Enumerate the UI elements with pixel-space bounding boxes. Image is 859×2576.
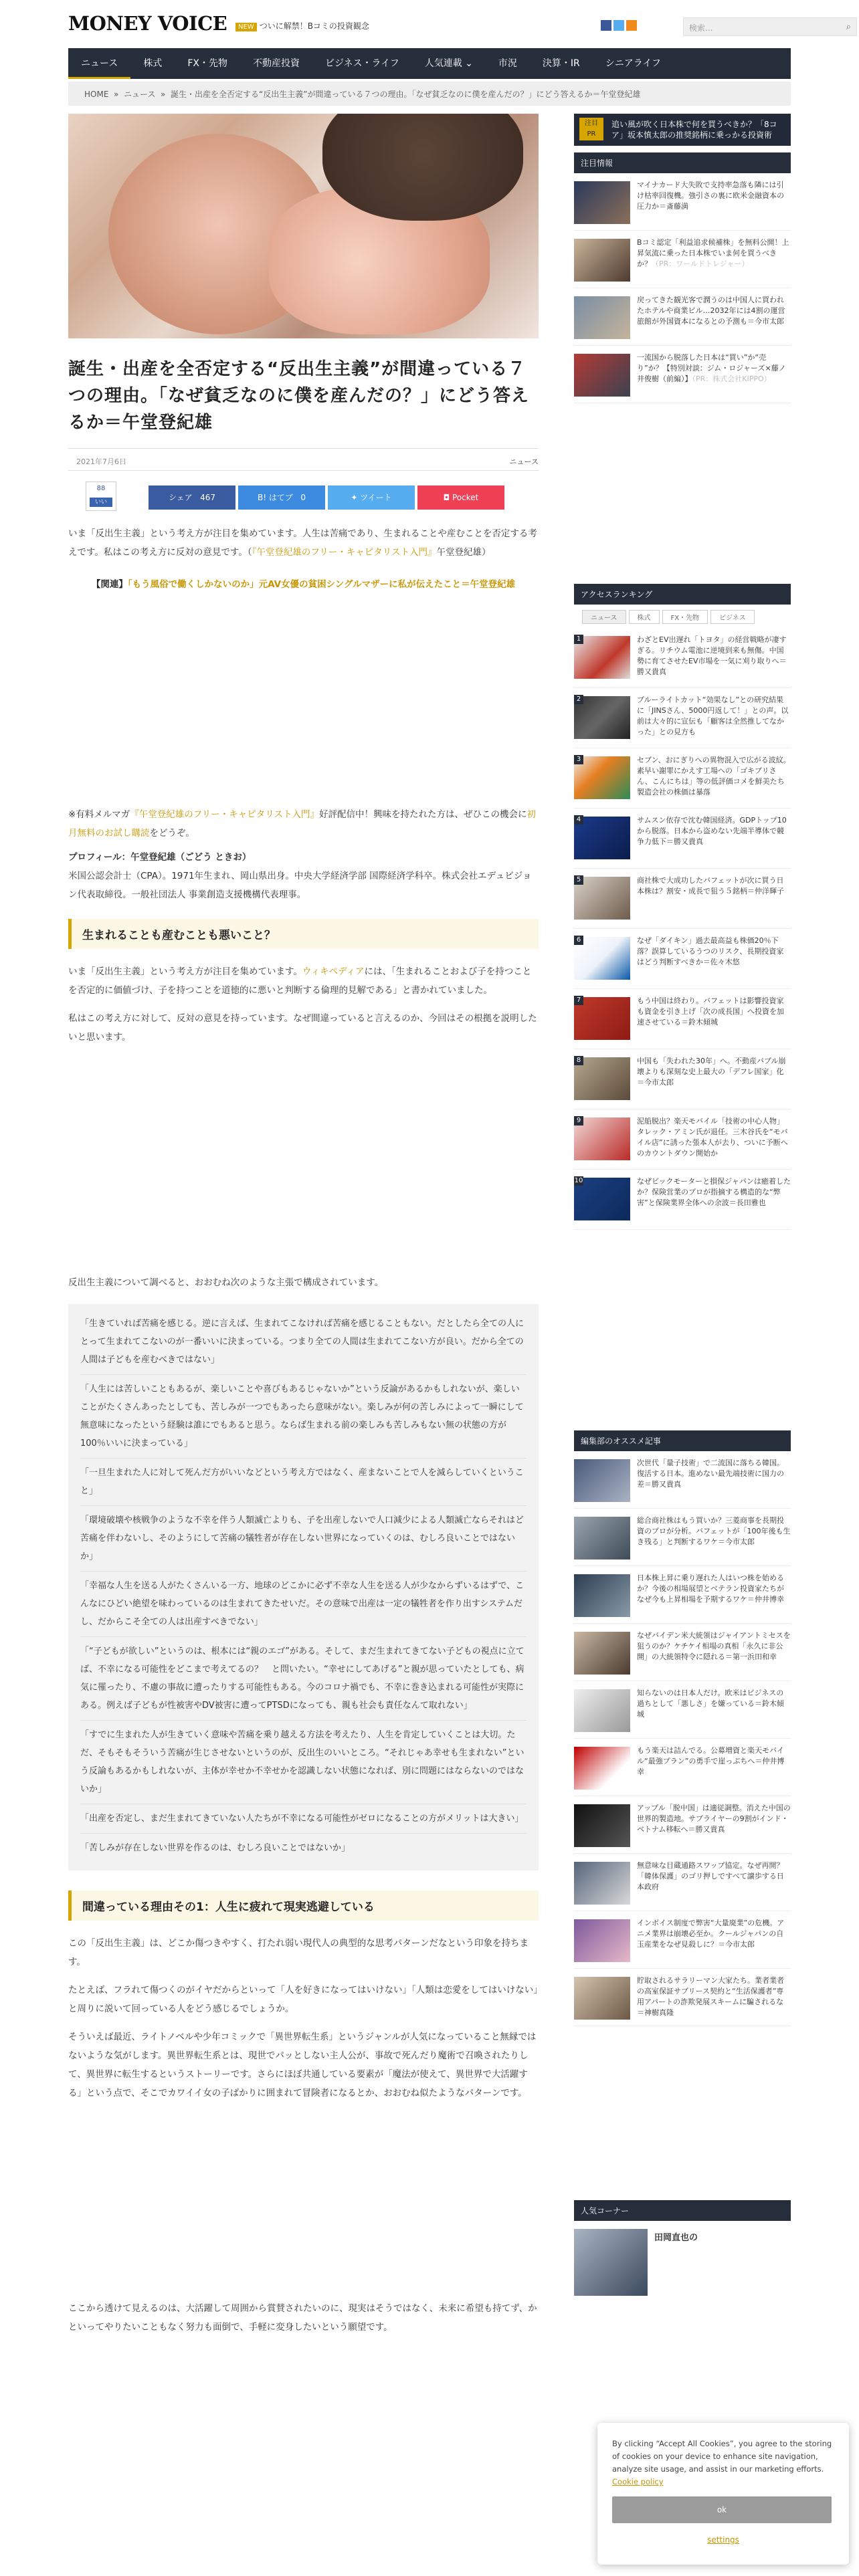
ranking-item[interactable]	[574, 748, 791, 809]
tweet-label: ツイート	[360, 493, 392, 502]
rank-number: 2	[574, 695, 583, 704]
body-paragraph: 反出生主義について調べると、おおむね次のような主張で構成されています。	[68, 1277, 384, 1288]
body-paragraph: この「反出生主義」は、どこか傷つきやすく、打たれ弱い現代人の典型的な思考パターンだなという印象を持ちます。	[68, 1938, 529, 1967]
nav-item-series[interactable]: 人気連載 ⌄	[424, 58, 473, 69]
item-text: なぜバイデン米大統領はジャイアントミセスを狙うのか？ケチケイ相場の真相「永久に非公開」の大統領特令に隠れる＝第一浜田和幸	[637, 1631, 791, 1661]
thumbnail	[574, 1862, 630, 1905]
mm-trial-link[interactable]: 初月無料のお試し購読	[68, 809, 537, 839]
share-count: 467	[200, 493, 216, 502]
article-date: 2021年7月6日	[76, 457, 126, 466]
thumbnail	[574, 1574, 630, 1617]
ranking-item[interactable]	[574, 628, 791, 688]
item-text: 貯取されるサラリーマン大家たち。業者業者の高室保証サブリース契約と“生活保護者”専用アパートの詐欺発展スキームに騙されるな＝神樹真隆	[637, 1976, 784, 2017]
popular-item[interactable]	[574, 2221, 791, 2301]
quote-item: 「人生には苦しいこともあるが、楽しいことや喜びもあるじゃないか”という反論があるかもしれないが、楽しいことがたくさんあったとしても、苦しみが一つでもあったら意味がない。楽しみが何の苦しみによって一瞬にして無意味になったという経験は誰にでもあると思う。ならば生まれる前の楽しみも苦しみもない無の状態の方が100％いいに決まっている」	[80, 1375, 527, 1459]
article	[68, 114, 539, 2337]
rank-number: 3	[574, 755, 583, 764]
rank-number: 6	[574, 936, 583, 945]
fb-like-button[interactable]: いいね！	[90, 498, 112, 507]
nav-item-senior[interactable]: シニアライフ	[605, 58, 661, 69]
share-hatena-button[interactable]	[238, 486, 325, 510]
site-header	[68, 9, 851, 43]
quote-item: 「すでに生まれた人が生きていく意味や苦痛を乗り越える方法を考えたり、人生を肯定していくことは大切。ただ、そもそもそういう苦痛が生じさせないというのが、反出生のいいところ。“それじゃあ幸せも生まれない”という反論もあるかもしれないが、主体が幸せか不幸せかを認識しない状態になれば、別に問題にはならないのではないか」	[80, 1721, 527, 1804]
thumbnail	[574, 1517, 630, 1560]
intro-author: 午堂登紀雄）	[436, 547, 491, 558]
intro-link[interactable]: 『午堂登紀雄のフリー・キャピタリスト入門』	[252, 547, 437, 558]
new-badge: NEW	[235, 23, 257, 31]
pocket-icon: ◘	[443, 493, 452, 502]
ranking-item[interactable]	[574, 1170, 791, 1230]
search-icon[interactable]: ⌕	[846, 22, 851, 32]
thumbnail	[574, 1459, 630, 1502]
breadcrumb: HOME » ニュース » 誕生・出産を全否定する“反出生主義”が間違っている７つの理由。「なぜ貧乏なのに僕を産んだの？」にどう答えるか＝午堂登紀雄	[68, 82, 791, 106]
header-notice[interactable]	[235, 20, 369, 31]
mm-link[interactable]: 『午堂登紀雄のフリー・キャピタリスト入門』	[130, 809, 320, 820]
wikipedia-link[interactable]: ウィキペディア	[302, 966, 365, 977]
share-label: シェア	[168, 493, 193, 502]
list-item[interactable]	[574, 173, 791, 231]
quote-box	[68, 1304, 539, 1870]
body-paragraph: そういえば最近、ライトノベルや少年コミックで「異世界転生系」というジャンルが人気になっていること無縁ではないような気がします。異世界転生系とは、現世でパッとしない主人公が、事故で死んだり魔術で召喚されたりして、異世界に転生するというストーリーです。さらにほぼ共通している要素が「魔法が使えて、異世界で大活躍する」という点で、そこでカワイイ女の子ばかりに囲まれて冒険者になるとか、おおむね似たようなパターンです。	[68, 2032, 537, 2099]
item-text: 泥船脱出？楽天モバイル「技術の中心人物」タレック・アミン氏が退任。三木谷氏を“モバイル店”に誘った張本人が去り、ついに予断へのカウントダウン開始か	[637, 1117, 788, 1158]
body-paragraph: 私はこの考え方に対して、反対の意見を持っています。なぜ間違っていると言えるのか、今回はその根拠を説明したいと思います。	[68, 1013, 537, 1043]
p1-text-2: には、「生まれることおよび子を持つことを否定的に価値づけ、子を持つことを道徳的に悪いと判断する倫理的見解である」と書かれていました。	[68, 966, 532, 996]
breadcrumb-current: 誕生・出産を全否定する“反出生主義”が間違っている７つの理由。「なぜ貧乏なのに僕を産んだの？」にどう答えるか＝午堂登紀雄	[171, 90, 641, 99]
item-source: （PR：株式会社KIPPO）	[692, 374, 771, 383]
ranking-heading: アクセスランキング	[574, 584, 791, 605]
item-text: わざとEV出遅れ「トヨタ」の経営戦略が凄すぎる。リチウム電池に逆境到来も無傷。中国勢に育てさせたEV市場を一気に刈り取りへ＝勝又貴真	[637, 635, 787, 676]
list-item[interactable]	[574, 346, 791, 403]
item-text: ブルーライトカット“効果なし”との研究結果に「JINSさん、5000円返して！」との声。以前は大々的に宣伝も「顧客は全然推してなかった」との見方も	[637, 695, 789, 736]
ad-space	[574, 1230, 791, 1430]
nav-item-realestate[interactable]: 不動産投資	[252, 58, 300, 69]
rank-number: 9	[574, 1116, 583, 1125]
cookie-settings-link[interactable]: settings	[707, 2535, 739, 2545]
nav-item-fx[interactable]: FX・先物	[187, 58, 227, 69]
item-text: 日本株上昇に乗り遅れた人はいつ株を始めるか？今後の相場展望とベテラン投資家たちがなぜ今も上昇相場を予期するワケ＝仲井博幸	[637, 1574, 784, 1604]
nav-item-business[interactable]: ビジネス・ライフ	[324, 58, 399, 69]
ranking-item[interactable]	[574, 1109, 791, 1170]
item-text: なぜビックモーターと損保ジャパンは癒着したか？保険営業のプロが指摘する構造的な“弊害”と保険業界全体への余波＝長田雅也	[637, 1177, 791, 1207]
ranking-item[interactable]	[574, 1049, 791, 1109]
item-text: Bコミ認定「利益追求候補株」を無料公開！上昇気流に乗った日本株でいま何を買うべきか？	[637, 238, 789, 268]
list-item[interactable]	[574, 1739, 791, 1796]
pocket-label: Pocket	[452, 493, 479, 502]
article-title: 誕生・出産を全否定する“反出生主義”が間違っている７つの理由。「なぜ貧乏なのに僕を産んだの？」にどう答えるか＝午堂登紀雄	[68, 359, 530, 433]
thumbnail	[574, 1689, 630, 1732]
item-text: もう中国は終わり。バフェットは影響投資家も資金を引き上げ「次の成長国」へ投資を加速させている＝鈴木傾城	[637, 996, 784, 1027]
share-bar	[68, 481, 539, 515]
quote-item: 「幸福な人生を送る人がたくさんいる一方、地球のどこかに必ず不幸な人生を送る人が少なからずいるはずで、こんなにひどい絶望を味わっているのは生まれてきたせいだ。その意味で出産は一定の犠牲者を作り出すシステムだし、だからこそ全ての人は出産すべきでない」	[80, 1572, 527, 1637]
ad-space	[68, 1047, 539, 1264]
rank-number: 5	[574, 875, 583, 885]
ranking-tabs	[574, 605, 791, 628]
ad-space	[574, 403, 791, 584]
thumbnail	[574, 1632, 630, 1675]
nav-item-ir[interactable]: 決算・IR	[542, 58, 580, 69]
item-source: （PR：ワールドトレジャー）	[652, 259, 749, 268]
list-item[interactable]	[574, 1969, 791, 2026]
item-text: もう楽天は詰んでる。公募増資と楽天モバイル“最強プラン”の勇手で崖っぷちへ＝仲井博幸	[637, 1746, 785, 1776]
quote-item: 「“子どもが欲しい”というのは、根本には“親のエゴ”がある。そして、まだ生まれてきてない子どもの視点に立てば、不幸になる可能性をどこまで考えてるの？ と問いたい。“幸せにしてあげる”と親が思っていたとしても、病気に罹ったり、不慮の事故に遭ったりする可能性もある。今のコロナ禍でも、不幸に巻き込まれる可能性が実際にある。例えば子どもが性被害やDV被害に遭ってPTSDになっても、親も社会も責任なんて取れない」	[80, 1637, 527, 1721]
cookie-ok-button[interactable]: ok	[612, 2496, 832, 2523]
featured-list	[574, 173, 791, 403]
list-item[interactable]	[574, 1681, 791, 1739]
recommend-heading: 編集部のオススメ記事	[574, 1430, 791, 1451]
ad-space	[68, 2103, 539, 2290]
ranking-item[interactable]	[574, 929, 791, 989]
cookie-banner	[597, 2423, 849, 2565]
list-item[interactable]	[574, 1854, 791, 1911]
item-text: 次世代「量子技術」で二流国に落ちる韓国。復活する日本。進めない最先端技術に国力の差＝勝又貴真	[637, 1459, 784, 1489]
quote-item: 「苦しみが存在しない世界を作るのは、むしろ良いことではないか」	[80, 1843, 351, 1853]
ranking-item[interactable]	[574, 869, 791, 929]
mm-text-3: をどうぞ。	[149, 828, 195, 839]
hatena-count: 0	[300, 493, 306, 502]
rank-number: 10	[574, 1177, 583, 1184]
related-link[interactable]: 「もう風俗で働くしかないのか」元AV女優の貧困シングルマザーに私が伝えたこと＝午堂登紀雄	[127, 579, 516, 590]
hero-image	[68, 114, 539, 338]
thumbnail	[574, 296, 630, 339]
promo-text: 追い風が吹く日本株で何を買うべきか？「8コア」坂本慎太郎の推奨銘柄に乗っかる投資術	[611, 120, 777, 140]
main-nav	[68, 48, 791, 79]
related-label: 【関連】	[91, 579, 128, 590]
related-link-block	[68, 575, 539, 594]
nav-item-stocks[interactable]: 株式	[143, 58, 163, 69]
body-paragraph	[68, 962, 539, 1000]
section-heading: 間違っている理由その1：人生に疲れて現実逃避している	[68, 1891, 539, 1921]
fb-count: 88	[96, 485, 106, 492]
article-meta	[68, 448, 539, 471]
intro-text: いま「反出生主義」という考え方が注目を集めています。人生は苦痛であり、生まれることや産むことを否定する考えです。私はこの考え方に反対の意見です。（	[68, 528, 537, 558]
list-item[interactable]	[574, 1911, 791, 1969]
share-twitter-button[interactable]	[328, 486, 415, 510]
share-facebook-button[interactable]	[149, 486, 235, 510]
tab-business[interactable]: ビジネス	[710, 610, 755, 624]
notice-text: ついに解禁！Bコミの投資観念	[259, 21, 369, 31]
thumbnail	[574, 181, 630, 224]
quote-item: 「出産を否定し、まだ生まれてきていない人たちが不幸になる可能性がゼロになることの方がメリットは大きい」	[80, 1804, 527, 1834]
tab-fx[interactable]: FX・先物	[662, 610, 708, 624]
site-logo[interactable]: MONEY VOICE	[68, 12, 227, 35]
item-text: 一流国から脱落した日本は“買い”か“売り”か？【特別対談：ジム・ロジャーズ×藤ノ井俊樹（前編）】	[637, 353, 786, 383]
mm-text: ※有料メルマガ	[68, 809, 130, 820]
item-text: 商社株で大成功したバフェットが次に買う日本株は？割安・成長で狙う５銘柄＝仲洋輝子	[637, 876, 784, 895]
quote-item: 「生きていれば苦痛を感じる。逆に言えば、生まれてこなければ苦痛を感じることもない。だとしたら全ての人にとって生まれてこないのが一番いいに決まっている。つまり全ての人間は生まれてこない方が良い。だから全ての人間は子どもを産むべきではない」	[80, 1309, 527, 1375]
thumbnail	[574, 1977, 630, 2020]
body-paragraph: たとえば、フラれて傷つくのがイヤだからといって「人を好きになってはいけない」「人類は恋愛をしてはいけない」と周りに説いて回っている人をどう感じるでしょうか。	[68, 1985, 538, 2014]
thumbnail	[574, 1804, 630, 1847]
intro-paragraph	[68, 524, 539, 562]
item-text: 無意味な目蔵通路スワップ協定。なぜ再開？「韓体保護」のゴリ押しですべて譲歩する日本政府	[637, 1861, 784, 1891]
ad-space	[68, 594, 539, 796]
ranking-list	[574, 628, 791, 1230]
item-text: 知らないのは日本人だけ。欧米はビジネスの過ちとして「悪しさ」を嫌っている＝鈴木傾城	[637, 1689, 784, 1719]
tab-stocks[interactable]: 株式	[629, 610, 660, 624]
breadcrumb-news[interactable]: ニュース	[124, 90, 156, 99]
thumbnail	[574, 1747, 630, 1790]
tab-news[interactable]: ニュース	[582, 610, 626, 624]
popular-heading: 人気コーナー	[574, 2200, 791, 2221]
search-input[interactable]	[683, 17, 857, 36]
ranking-item[interactable]	[574, 688, 791, 748]
rss-icon[interactable]	[626, 20, 637, 31]
quote-item: 「環境破壊や核戦争のような不幸を伴う人類滅亡よりも、子を出産しないで人口減少による人類滅亡ならそれはど苦痛を伴わないし、そのようにして苦痛の犠牲者が存在しない世界になっていくのは、むしろ良いことではないか」	[80, 1506, 527, 1572]
body-paragraph: ここから透けて見えるのは、大活躍して周囲から賞賛されたいのに、現実はそうではなく、未来に希望も持てず、かといってやりたいこともなく努力も面倒で、手軽に変身したいという願望です。	[68, 2303, 537, 2333]
item-text: 中国も「失われた30年」へ。不動産バブル崩壊よりも深刻な史上最大の「デフレ国家」化＝今市太郎	[637, 1057, 786, 1087]
mm-text-2: 好評配信中！興味を持たれた方は、ぜひこの機会に	[319, 809, 527, 820]
recommend-list	[574, 1451, 791, 2026]
rank-number: 8	[574, 1056, 583, 1065]
featured-heading: 注目情報	[574, 152, 791, 173]
rank-number: 7	[574, 996, 583, 1005]
item-text: なぜ「ダイキン」過去最高益も株価20％下落？誤算しているうつのリスク、長期投資家はどう判断すべきか＝佐々木悠	[637, 936, 784, 966]
item-text: マイナカード大失敗で支持率急落も隣には引け枯率回復機。強引さの裏に欧米金融資本の圧力か＝斎藤満	[637, 181, 784, 211]
item-text: サムスン依存で沈む韓国経済。GDPトップ10から脱落。日本から盗めない先端半導体で競争力低下＝勝又貴真	[637, 816, 787, 846]
facebook-icon[interactable]	[601, 20, 611, 31]
breadcrumb-home[interactable]: HOME	[84, 90, 109, 99]
p1-text: いま「反出生主義」という考え方が注目を集めています。	[68, 966, 302, 977]
profile-heading: プロフィール：午堂登紀雄（ごどう ときお）	[68, 852, 252, 863]
list-item[interactable]	[574, 231, 791, 288]
list-item[interactable]	[574, 1624, 791, 1681]
promo-tag: 注目 PR	[579, 118, 603, 140]
section-heading: 生まれることも産むことも悪いこと？	[68, 919, 539, 949]
ad-space	[574, 2026, 791, 2200]
item-text: セブン、おにぎりへの異物混入で広がる波紋。素早い謝罪にかえす工場への「ゴキブリさん、こんにちは」等の低評価コメを鮮美たち製造会社の株価は暴落	[637, 756, 791, 796]
search-placeholder: 検索...	[689, 23, 713, 33]
nav-item-news[interactable]: ニュース	[68, 48, 130, 79]
cookie-message: By clicking “Accept All Cookies”, you agree to the storing of cookies on your device to enhance site navigation, analyze site usage, and assist in our marketing efforts.	[612, 2439, 832, 2474]
article-category[interactable]: ニュース	[509, 457, 539, 466]
thumbnail	[574, 239, 630, 282]
share-pocket-button[interactable]	[417, 486, 504, 510]
ranking-item[interactable]	[574, 989, 791, 1049]
rank-number: 4	[574, 815, 583, 825]
twitter-icon[interactable]	[613, 20, 624, 31]
facebook-like-box[interactable]	[86, 481, 116, 515]
thumbnail	[574, 354, 630, 397]
item-text: 総合商社株はもう買いか？三菱商事を長期投資のプロが分析。バフェットが「100年後も生き残る」と判断するワケ＝今市太郎	[637, 1516, 791, 1546]
list-item[interactable]	[574, 1796, 791, 1854]
list-item[interactable]	[574, 288, 791, 346]
cookie-policy-link[interactable]: Cookie policy	[612, 2477, 664, 2486]
popular-author: 田岡直也の	[654, 2233, 698, 2243]
thumbnail	[574, 2229, 648, 2296]
social-links	[601, 20, 637, 31]
ranking-item[interactable]	[574, 809, 791, 869]
item-text: インボイス制度で弊害“大量廃業”の危機。アニメ業界は崩壊必至か。クールジャパンの自玉産業をなぜ見殺しに？＝今市太郎	[637, 1919, 785, 1949]
mailmag-paragraph	[68, 805, 539, 843]
list-item[interactable]	[574, 1451, 791, 1509]
profile-text: 米国公認会計士（CPA）。1971年生まれ、岡山県出身。中央大学経済学部 国際経済学科卒。株式会社エデュビジョン代表取締役。一般社団法人 事業創造支援機構代表理事。	[68, 871, 532, 900]
sidebar	[574, 114, 791, 2301]
quote-item: 「一旦生まれた人に対して死んだ方がいいなどという考え方ではなく、産まないことで人を減らしていくということ」	[80, 1459, 527, 1506]
hatena-label: B! はてブ	[258, 493, 293, 502]
thumbnail	[574, 1919, 630, 1962]
list-item[interactable]	[574, 1566, 791, 1624]
sidebar-promo[interactable]	[574, 114, 791, 146]
list-item[interactable]	[574, 1509, 791, 1566]
item-text: アップル「脱中国」は適従調整。消えた中国の世界的製造地。サプライヤーの9割がインド・ベトナム移転へ＝勝又貴真	[637, 1804, 791, 1834]
nav-item-market[interactable]: 市況	[498, 58, 517, 69]
rank-number: 1	[574, 635, 583, 644]
twitter-icon: ✦	[351, 493, 361, 502]
cookie-text	[612, 2438, 834, 2488]
item-text: 戻ってきた観光客で潤うのは中国人に買われたホテルや商業ビル…2032年には4割の運営旅館が外国資本になるとの予測も＝今市太郎	[637, 296, 785, 326]
